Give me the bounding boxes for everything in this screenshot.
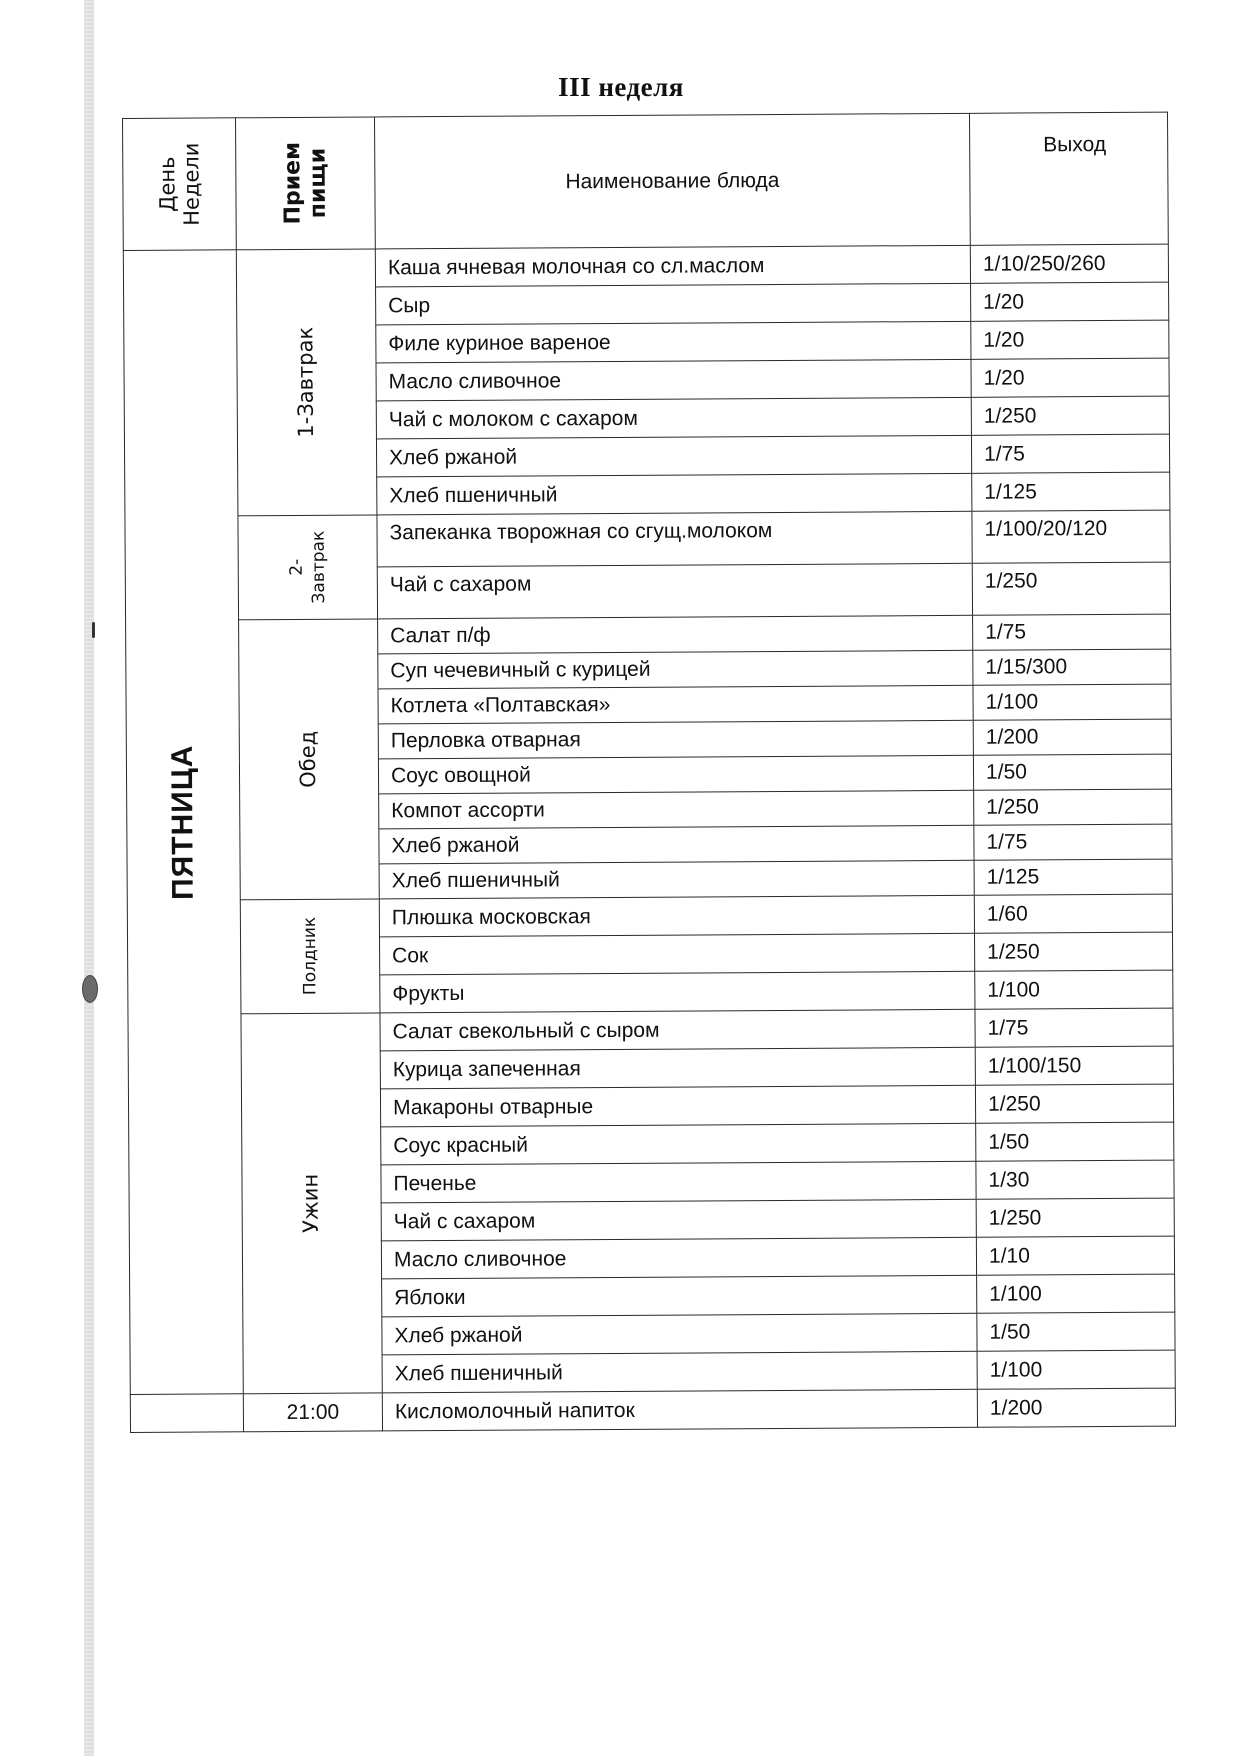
- header-day-of-week: [123, 118, 237, 251]
- dish-output: 1/50: [977, 1312, 1175, 1351]
- table-row: [125, 510, 1170, 568]
- dish-output: 1/75: [971, 434, 1169, 473]
- dish-output: 1/250: [974, 932, 1172, 971]
- dish-name: Салат свекольный с сыром: [380, 1009, 975, 1051]
- dish-output: 1/15/300: [973, 649, 1171, 685]
- table-row: [128, 1008, 1173, 1052]
- page-title: III неделя: [558, 72, 684, 102]
- day-label: ПЯТНИЦА: [165, 744, 200, 900]
- dish-output: 1/20: [971, 320, 1169, 359]
- dish-name: Курица запеченная: [380, 1047, 975, 1089]
- meal-cell-afternoon-snack: [240, 899, 380, 1014]
- meal-cell-breakfast-2: [238, 515, 378, 620]
- dish-name: Хлеб пшеничный: [377, 473, 972, 515]
- dish-name: Яблоки: [382, 1275, 977, 1317]
- dish-name: Салат п/ф: [378, 615, 973, 654]
- dish-output: 1/20: [971, 358, 1169, 397]
- dish-name: Макароны отварные: [380, 1085, 975, 1127]
- scan-edge-artifact: [84, 0, 94, 1756]
- dish-name: Хлеб ржаной: [379, 825, 974, 864]
- dish-output: 1/250: [976, 1198, 1174, 1237]
- meal-label: 1-Завтрак: [293, 326, 319, 438]
- meal-label: Обед: [296, 730, 321, 788]
- meal-label: 2- Завтрак: [286, 530, 329, 604]
- dish-output: 1/50: [973, 754, 1171, 790]
- dish-name: Кисломолочный напиток: [382, 1389, 977, 1431]
- dish-name: Чай с сахаром: [381, 1199, 976, 1241]
- dish-name: Фрукты: [380, 971, 975, 1013]
- table-row: [123, 244, 1168, 288]
- dish-name: Соус красный: [381, 1123, 976, 1165]
- dish-name: Печенье: [381, 1161, 976, 1203]
- dish-output: 1/250: [972, 562, 1170, 615]
- dish-name: Хлеб пшеничный: [379, 860, 974, 899]
- dish-output: 1/250: [974, 789, 1172, 825]
- dish-name: Соус овощной: [378, 755, 973, 794]
- meal-cell-lunch: [239, 619, 380, 900]
- dish-name: Филе куриное вареное: [376, 321, 971, 363]
- dish-output: 1/50: [976, 1122, 1174, 1161]
- meal-label: Полдник: [299, 917, 321, 996]
- dish-name: Компот ассорти: [379, 790, 974, 829]
- day-cell: [123, 250, 243, 1395]
- meal-cell-breakfast-1: [236, 249, 377, 516]
- dish-name: Чай с молоком с сахаром: [376, 397, 971, 439]
- dish-output: 1/10/250/260: [970, 244, 1168, 283]
- dish-output: 1/125: [974, 859, 1172, 895]
- header-meal: [236, 117, 376, 250]
- dish-output: 1/100/150: [975, 1046, 1173, 1085]
- dish-name: Каша ячневая молочная со сл.маслом: [375, 245, 970, 287]
- table-header-row: [123, 112, 1169, 250]
- dish-name: Хлеб ржаной: [382, 1313, 977, 1355]
- dish-name: Масло сливочное: [376, 359, 971, 401]
- dish-output: 1/10: [976, 1236, 1174, 1275]
- meal-label: Ужин: [298, 1173, 324, 1233]
- dish-output: 1/100: [975, 970, 1173, 1009]
- scan-mark: [92, 622, 95, 638]
- dish-name: Суп чечевичный с курицей: [378, 650, 973, 689]
- dish-output: 1/250: [975, 1084, 1173, 1123]
- dish-output: 1/20: [971, 282, 1169, 321]
- empty-day-cell: [130, 1394, 243, 1433]
- dish-output: 1/30: [976, 1160, 1174, 1199]
- evening-time: 21:00: [243, 1393, 382, 1432]
- meal-cell-dinner: [241, 1013, 382, 1394]
- dish-name: Сыр: [376, 283, 971, 325]
- punch-hole-mark: [82, 975, 98, 1003]
- dish-name: Хлеб ржаной: [376, 435, 971, 477]
- dish-output: 1/75: [974, 824, 1172, 860]
- dish-name: Перловка отварная: [378, 720, 973, 759]
- dish-output: 1/200: [977, 1388, 1175, 1427]
- dish-name: Плюшка московская: [379, 895, 974, 937]
- dish-name: Чай с сахаром: [377, 563, 972, 619]
- dish-output: 1/200: [973, 719, 1171, 755]
- dish-output: 1/100: [977, 1274, 1175, 1313]
- header-day-label: День Недели: [155, 142, 204, 226]
- dish-output: 1/125: [972, 472, 1170, 511]
- dish-name: Масло сливочное: [381, 1237, 976, 1279]
- header-output: Выход: [969, 112, 1168, 245]
- header-dish-name: Наименование блюда: [374, 113, 970, 249]
- dish-output: 1/60: [974, 894, 1172, 933]
- dish-name: Запеканка творожная со сгущ.молоком: [377, 511, 972, 567]
- dish-name: Котлета «Полтавская»: [378, 685, 973, 724]
- dish-output: 1/250: [971, 396, 1169, 435]
- dish-output: 1/100: [977, 1350, 1175, 1389]
- table-row-evening: [130, 1388, 1175, 1432]
- dish-name: Хлеб пшеничный: [382, 1351, 977, 1393]
- dish-name: Сок: [380, 933, 975, 975]
- dish-output: 1/100/20/120: [972, 510, 1170, 563]
- menu-table: [122, 112, 1176, 1433]
- dish-output: 1/75: [975, 1008, 1173, 1047]
- header-meal-label: Прием пищи: [279, 142, 331, 225]
- table-row: [127, 894, 1172, 938]
- dish-output: 1/75: [973, 614, 1171, 650]
- dish-output: 1/100: [973, 684, 1171, 720]
